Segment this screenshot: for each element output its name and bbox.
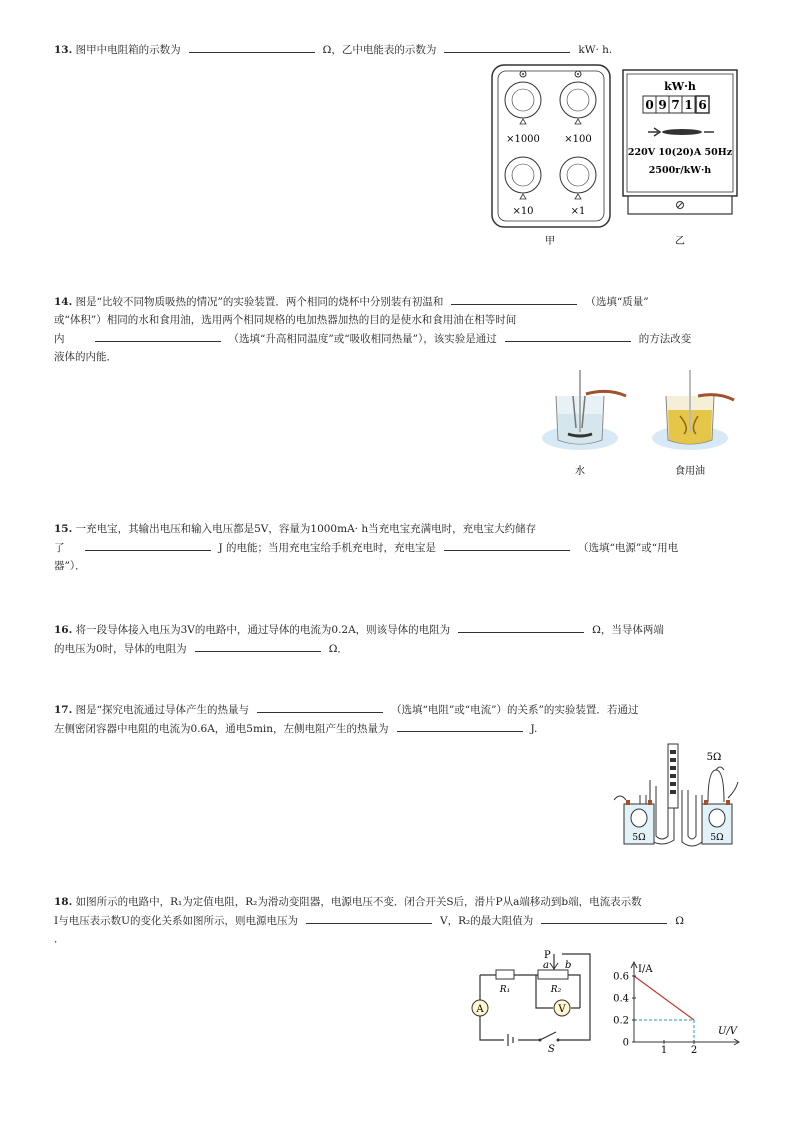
question-17: 17. 图是“探究电流通过导体产生的热量与 （选填“电阻”或“电流”）的关系”的实验装置．若通过 左侧密闭容器中电阻的电流为0.6A，通电5min，左侧电阻产生的热量为 J. — [54, 700, 740, 738]
answer-blank[interactable] — [505, 329, 631, 342]
meter-digit: 0 — [645, 98, 654, 112]
answer-blank[interactable] — [189, 40, 315, 53]
meter-digit: 6 — [698, 98, 707, 112]
y-tick-label: 0 — [622, 1037, 629, 1049]
question-14: 14. 图是“比较不同物质吸热的情况”的实验装置．两个相同的烧杯中分别装有初温和 （选填“质量” 或“体积”）相同的水和食用油，选用两个相同规格的电加热器加热的目的是使水和食用油在相等时间 内 （选填“升高相同温度”或“吸收相同热量”），该实验是通过 的方法改变 液体的内能． — [54, 292, 740, 366]
q13-figure — [490, 62, 750, 252]
question-18: 18. 如图所示的电路中，R₁为定值电阻，R₂为滑动变阻器，电源电压不变．闭合开关S后，滑片P从a端移动到b端，电流表示数 I与电压表示数U的变化关系如图所示，则电源电压为 V，R₂的最大阻值为 Ω ． — [54, 896, 684, 945]
answer-blank[interactable] — [541, 911, 667, 924]
figure-caption: 甲 — [545, 236, 555, 247]
y-tick-label: 0.6 — [613, 971, 629, 983]
q14-figure — [538, 366, 748, 478]
circuit-label: R₁ — [499, 985, 511, 995]
answer-blank[interactable] — [444, 538, 570, 551]
q17-figure — [610, 740, 740, 850]
y-tick-label: 0.4 — [613, 993, 629, 1005]
battery-icon — [508, 1034, 513, 1046]
circuit-label: P — [544, 950, 551, 961]
meter-digit: 9 — [658, 98, 667, 112]
beaker-label: 食用油 — [675, 466, 705, 477]
circuit-label: R₂ — [550, 985, 562, 995]
switch-icon[interactable] — [540, 1032, 556, 1040]
circuit-label: S — [548, 1044, 555, 1055]
water-beaker — [542, 370, 626, 450]
meter-unit: kW·h — [664, 80, 696, 93]
question-13: 13. 图甲中电阻箱的示数为 Ω，乙中电能表的示数为 kW· h. — [54, 40, 740, 59]
circuit-label: a — [543, 960, 549, 971]
resistor-r1 — [496, 970, 514, 979]
answer-blank[interactable] — [397, 719, 523, 732]
figure-caption: 乙 — [675, 236, 685, 247]
answer-blank[interactable] — [451, 292, 577, 305]
question-16: 16. 将一段导体接入电压为3V的电路中，通过导体的电流为0.2A，则该导体的电阻为 Ω，当导体两端 的电压为0时，导体的电阻为 Ω． — [54, 620, 740, 658]
resistor-label: 5Ω — [632, 833, 646, 843]
dial-multiplier: ×1000 — [506, 134, 540, 145]
y-tick-label: 0.2 — [613, 1015, 629, 1027]
answer-blank[interactable] — [95, 329, 221, 342]
circuit-diagram — [466, 948, 602, 1056]
meter-spec: 2500r/kW·h — [648, 165, 712, 176]
beaker-label: 水 — [575, 466, 585, 477]
meter-spec: 220V 10(20)A 50Hz — [627, 147, 733, 158]
resistor-label: 5Ω — [706, 752, 722, 763]
series-line — [634, 976, 694, 1020]
y-axis-label: I/A — [638, 964, 653, 975]
dial-multiplier: ×10 — [512, 206, 534, 217]
slider-arrow-icon — [550, 954, 558, 969]
circuit-label: V — [558, 1004, 566, 1015]
dial-multiplier: ×100 — [564, 134, 592, 145]
dial-multiplier: ×1 — [570, 206, 586, 217]
answer-blank[interactable] — [257, 700, 383, 713]
answer-blank[interactable] — [306, 911, 432, 924]
answer-blank[interactable] — [444, 40, 570, 53]
resistor-label: 5Ω — [710, 833, 724, 843]
answer-blank[interactable] — [85, 538, 211, 551]
oil-beaker — [652, 370, 734, 450]
x-tick-label: 1 — [660, 1045, 668, 1054]
circuit-label: A — [476, 1004, 484, 1015]
answer-blank[interactable] — [195, 639, 321, 652]
question-15: 15. 一充电宝，其输出电压和输入电压都是5V，容量为1000mA· h当充电宝充满电时，充电宝大约储存 了 J 的电能；当用充电宝给手机充电时，充电宝是 （选填“电源”或“用电 器”）． — [54, 523, 679, 572]
x-axis-label: U/V — [718, 1026, 738, 1037]
circuit-label: b — [565, 960, 572, 971]
answer-blank[interactable] — [458, 620, 584, 633]
i-u-graph — [610, 958, 745, 1054]
meter-digit: 7 — [671, 98, 680, 112]
resistor-r2 — [538, 970, 568, 979]
meter-digit: 1 — [684, 98, 693, 112]
x-tick-label: 2 — [690, 1045, 698, 1054]
meter-digits — [643, 96, 709, 113]
